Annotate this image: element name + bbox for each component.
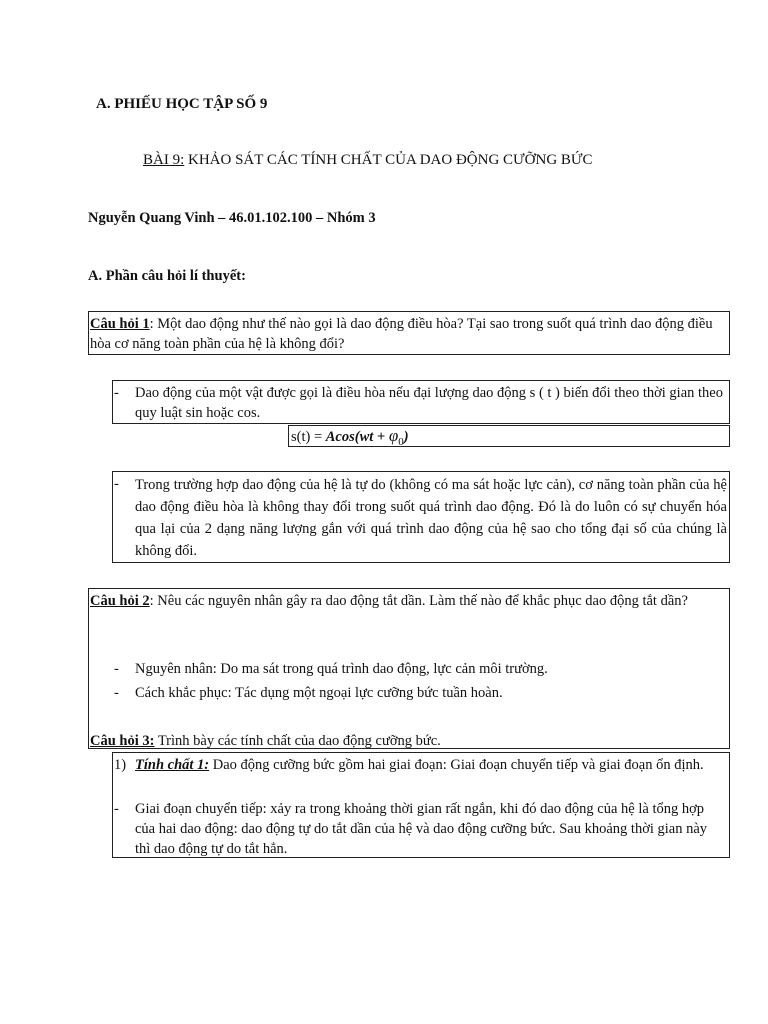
q3-item-2: Giai đoạn chuyển tiếp: xảy ra trong khoảng thời gian rất ngắn, khi đó dao động của hệ là tổng hợp của hai dao động: dao động tự do tắt dần của hệ và dao động cưỡng bức. Sau khoảng thời gian này thì dao động tự do tắt hẳn. — [135, 801, 708, 857]
formula-prefix: s(t) = — [291, 429, 326, 445]
author-line: Nguyễn Quang Vinh – 46.01.102.100 – Nhóm 3 — [88, 210, 376, 226]
bullet-dash: - — [114, 385, 119, 401]
question-1-box — [88, 311, 730, 355]
question-2-box — [88, 588, 730, 749]
lesson-title — [143, 150, 593, 170]
q2-answer-2: Cách khắc phục: Tác dụng một ngoại lực cưỡng bức tuần hoàn. — [135, 685, 503, 701]
lesson-label: BÀI 9: — [143, 152, 185, 168]
q3-answer-box — [112, 752, 730, 858]
q3-item-1 — [135, 755, 725, 775]
formula-box — [288, 425, 730, 447]
question-1-label: Câu hỏi 1 — [90, 316, 150, 332]
q1-answer-1: Dao động của một vật được gọi là điều hòa nếu đại lượng dao động s ( t ) biến đổi theo thời gian theo quy luật sin hoặc cos. — [135, 385, 723, 421]
lesson-title-text: KHẢO SÁT CÁC TÍNH CHẤT CỦA DAO ĐỘNG CƯỠNG BỨC — [184, 152, 593, 168]
section-heading: A. Phần câu hỏi lí thuyết: — [88, 268, 246, 284]
q1-answer-1-box — [112, 380, 730, 424]
formula-phi: φ — [388, 426, 399, 445]
formula — [291, 426, 409, 452]
question-1 — [90, 314, 728, 354]
bullet-dash: - — [114, 476, 119, 492]
item-number: 1) — [114, 757, 127, 773]
formula-close: ) — [403, 429, 409, 445]
q3-item-1-label: Tính chất 1: — [135, 757, 210, 773]
question-3-label: Câu hỏi 3: — [90, 733, 155, 749]
bullet-dash: - — [114, 685, 119, 701]
question-1-text: : Một dao động như thế nào gọi là dao động điều hòa? Tại sao trong suốt quá trình dao động điều hòa cơ năng toàn phần của hệ là không đổi? — [90, 316, 713, 352]
bullet-dash: - — [114, 801, 119, 817]
q3-item-1-text: Dao động cưỡng bức gồm hai giai đoạn: Giai đoạn chuyển tiếp và giai đoạn ổn định. — [209, 757, 704, 773]
q1-answer-2: Trong trường hợp dao động của hệ là tự do (không có ma sát hoặc lực cản), cơ năng toàn phần của hệ dao động điều hòa là không thay đổi trong suốt quá trình dao động. Đó là do luôn có sự chuyển hóa qua lại của 2 dạng năng lượng gắn với quá trình dao động của hệ sao cho tổng đại số của chúng là không đổi. — [135, 477, 727, 559]
q1-answer-2-box — [112, 471, 730, 563]
question-2-text: : Nêu các nguyên nhân gây ra dao động tắt dần. Làm thế nào để khắc phục dao động tắt dần? — [149, 593, 688, 609]
q2-answer-1: Nguyên nhân: Do ma sát trong quá trình dao động, lực cản môi trường. — [135, 661, 548, 677]
formula-subscript: 0 — [398, 435, 404, 448]
question-3-text: Trình bày các tính chất của dao động cưỡng bức. — [154, 733, 441, 749]
bullet-dash: - — [114, 661, 119, 677]
formula-main: Acos(wt + — [325, 429, 389, 445]
question-3 — [90, 731, 728, 751]
question-2-label: Câu hỏi 2 — [90, 593, 150, 609]
sheet-title: A. PHIẾU HỌC TẬP SỐ 9 — [96, 96, 268, 112]
question-2 — [90, 591, 728, 611]
